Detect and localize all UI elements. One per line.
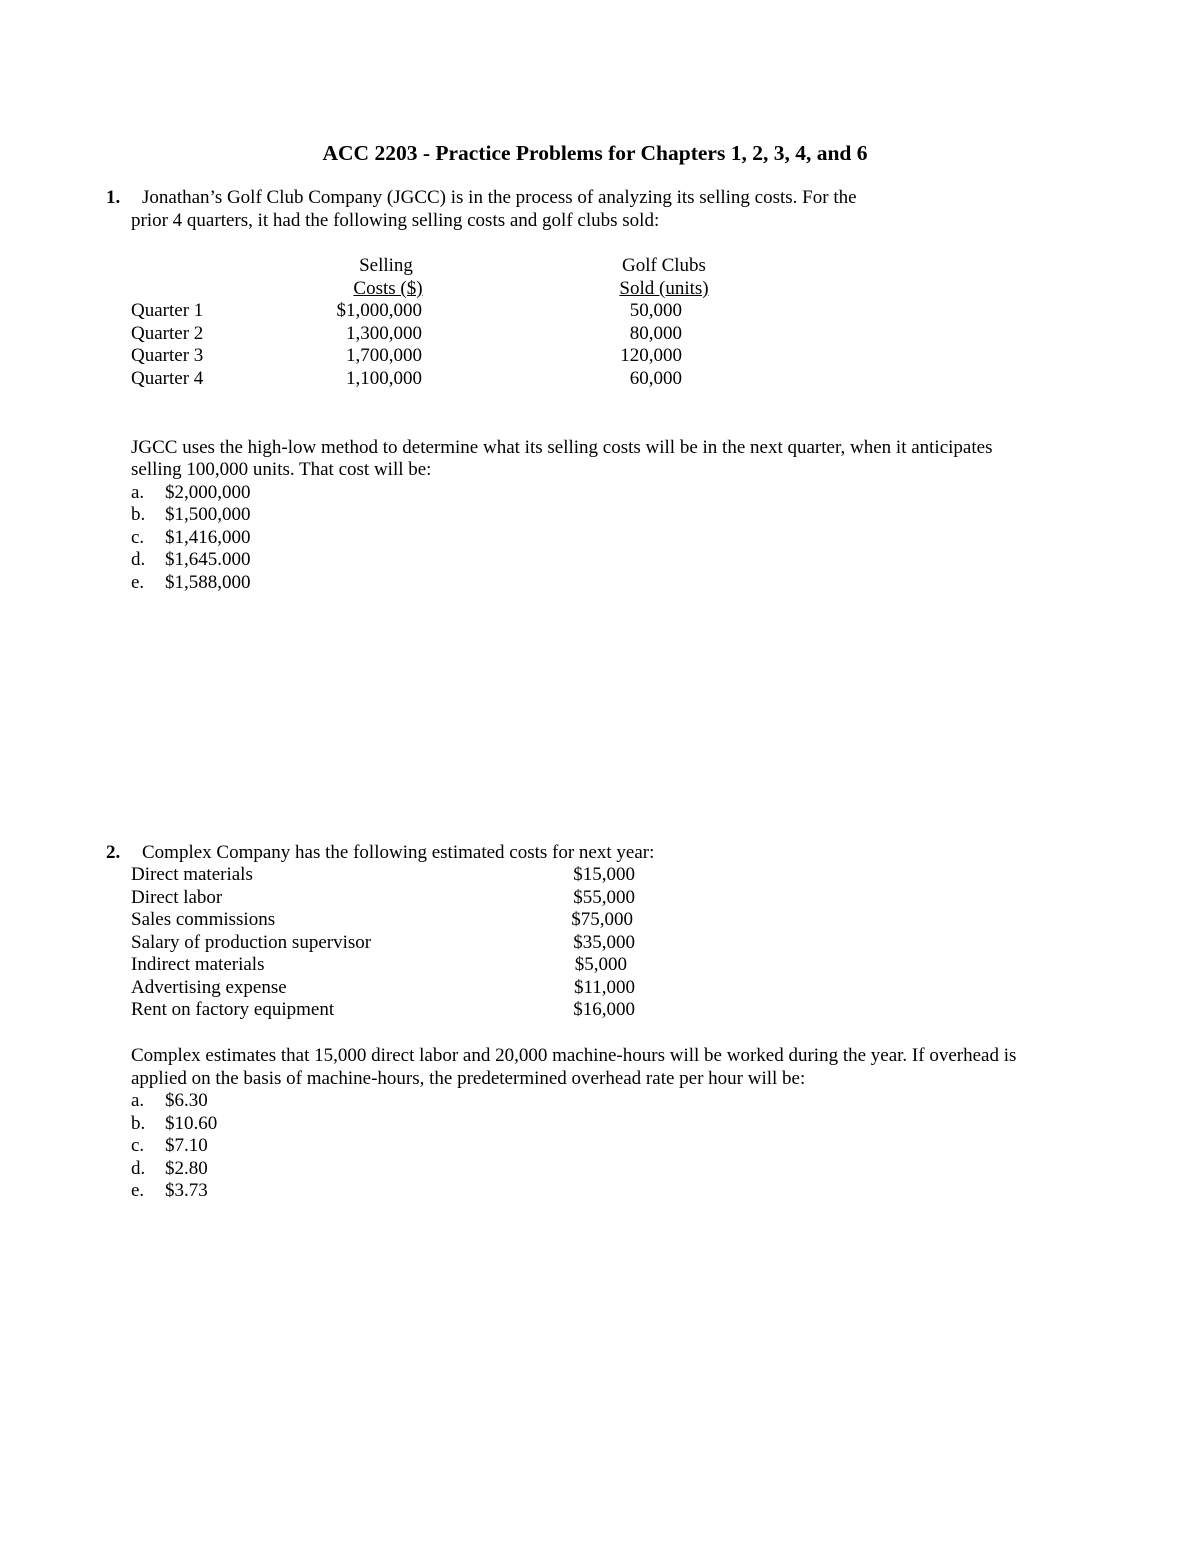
option-letter: a. [131, 482, 145, 503]
question-1-prompt-line-2: selling 100,000 units. That cost will be: [131, 459, 432, 480]
answer-option [131, 549, 251, 572]
page-title: ACC 2203 - Practice Problems for Chapters 1, 2, 3, 4, and 6 [322, 141, 868, 165]
option-letter: d. [131, 1158, 146, 1179]
golf-clubs-header-line-1: Golf Clubs [622, 255, 706, 276]
selling-costs-header-line-2: Costs ($) [353, 278, 423, 299]
option-letter: c. [131, 527, 145, 548]
selling-costs-header-line-1: Selling [359, 255, 413, 276]
answer-option [131, 1158, 208, 1181]
question-2-intro: Complex Company has the following estimated costs for next year: [142, 842, 655, 863]
option-letter: c. [131, 1135, 145, 1156]
question-2-prompt-line-1: Complex estimates that 15,000 direct labor and 20,000 machine-hours will be worked during the year. If overhead is [131, 1045, 1017, 1066]
answer-option [131, 1113, 217, 1136]
cost-item-amount: $11,000 [573, 977, 635, 998]
option-letter: a. [131, 1090, 145, 1111]
option-text: $1,416,000 [165, 527, 251, 548]
option-text: $10.60 [165, 1113, 218, 1134]
option-letter: e. [131, 572, 145, 593]
golf-clubs-header-line-2: Sold (units) [619, 278, 709, 299]
option-letter: b. [131, 1113, 146, 1134]
answer-option [131, 1180, 208, 1203]
option-text: $2,000,000 [165, 482, 251, 503]
option-text: $1,645.000 [165, 549, 251, 570]
option-text: $1,588,000 [165, 572, 251, 593]
cost-item-label: Direct labor [131, 887, 223, 908]
answer-option [131, 1090, 208, 1113]
cost-item-amount: $35,000 [573, 932, 635, 953]
option-letter: b. [131, 504, 146, 525]
cost-item-amount: $55,000 [573, 887, 635, 908]
question-1-intro-line-1: Jonathan’s Golf Club Company (JGCC) is in the process of analyzing its selling costs. For the [142, 187, 857, 208]
cost-item-amount: $75,000 [571, 909, 633, 930]
quarter-row-label: Quarter 1 [131, 300, 204, 321]
quarter-row-label: Quarter 4 [131, 368, 204, 389]
quarter-row-cost: $1,000,000 [336, 300, 422, 321]
answer-option [131, 1135, 208, 1158]
option-text: $6.30 [165, 1090, 208, 1111]
cost-item-label: Direct materials [131, 864, 253, 885]
cost-item-label: Salary of production supervisor [131, 932, 372, 953]
option-text: $7.10 [165, 1135, 208, 1156]
cost-item-label: Advertising expense [131, 977, 287, 998]
option-letter: e. [131, 1180, 145, 1201]
quarter-row-units: 80,000 [629, 323, 682, 344]
option-letter: d. [131, 549, 146, 570]
option-text: $1,500,000 [165, 504, 251, 525]
quarter-row-units: 120,000 [620, 345, 682, 366]
quarter-row-units: 60,000 [629, 368, 682, 389]
answer-option [131, 527, 251, 550]
quarter-row-label: Quarter 2 [131, 323, 204, 344]
option-text: $2.80 [165, 1158, 208, 1179]
quarter-row-label: Quarter 3 [131, 345, 204, 366]
quarter-row-cost: 1,300,000 [346, 323, 422, 344]
question-1-intro-line-2: prior 4 quarters, it had the following selling costs and golf clubs sold: [131, 210, 660, 231]
option-text: $3.73 [165, 1180, 208, 1201]
answer-option [131, 572, 251, 595]
quarter-row-cost: 1,100,000 [346, 368, 422, 389]
cost-item-label: Indirect materials [131, 954, 265, 975]
question-1-prompt-line-1: JGCC uses the high-low method to determine what its selling costs will be in the next quarter, when it anticipates [131, 437, 993, 458]
cost-item-label: Rent on factory equipment [131, 999, 335, 1020]
quarter-row-units: 50,000 [629, 300, 682, 321]
quarter-row-cost: 1,700,000 [346, 345, 422, 366]
answer-option [131, 504, 251, 527]
cost-item-amount: $16,000 [573, 999, 635, 1020]
question-1-number: 1. [106, 187, 121, 208]
answer-option [131, 482, 251, 505]
cost-item-amount: $5,000 [574, 954, 627, 975]
question-2-number: 2. [106, 842, 121, 863]
question-2-prompt-line-2: applied on the basis of machine-hours, the predetermined overhead rate per hour will be: [131, 1068, 806, 1089]
cost-item-amount: $15,000 [573, 864, 635, 885]
cost-item-label: Sales commissions [131, 909, 276, 930]
